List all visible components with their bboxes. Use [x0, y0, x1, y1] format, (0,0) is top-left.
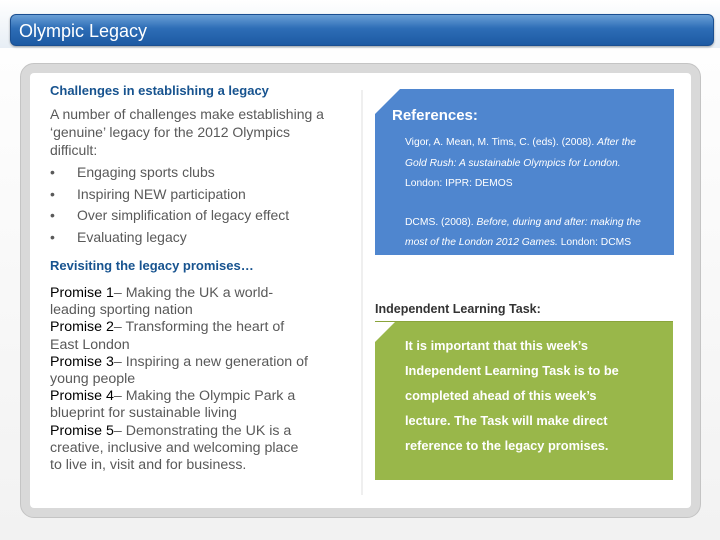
challenges-intro	[50, 105, 355, 159]
intro-line: A number of challenges make establishing a	[50, 106, 324, 122]
intro-line: ‘genuine’ legacy for the 2012 Olympics	[50, 124, 290, 140]
list-item	[50, 205, 350, 227]
promise-item	[50, 388, 355, 422]
reference-title: most of the London 2012 Games.	[405, 237, 558, 248]
reference-text: Vigor, A. Mean, M. Tims, C. (eds). (2008).	[405, 137, 598, 148]
title-banner	[10, 14, 714, 46]
reference-line: London: IPPR: DEMOS	[405, 178, 513, 189]
reference-title: After the	[597, 137, 637, 148]
promise-text: – Transforming the heart of	[113, 319, 285, 336]
bullet-marker: •	[50, 185, 55, 202]
slide-title: Olympic Legacy	[19, 21, 148, 41]
promise-text: – Demonstrating the UK is a	[113, 422, 292, 439]
promise-text: young people	[50, 371, 136, 388]
reference-text: DCMS. (2008).	[405, 217, 477, 228]
column-divider	[361, 90, 363, 495]
reference-text: London: DCMS	[557, 237, 632, 248]
challenges-list	[50, 162, 350, 249]
task-line: reference to the legacy promises.	[405, 438, 609, 453]
list-item-text: Inspiring NEW participation	[77, 185, 246, 202]
bullet-marker: •	[50, 164, 55, 180]
list-item-text: Engaging sports clubs	[77, 164, 215, 180]
promise-label: Promise 5	[50, 422, 114, 439]
reference-line	[405, 137, 636, 148]
promise-text: blueprint for sustainable living	[50, 405, 237, 422]
bullet-marker: •	[50, 229, 55, 246]
promise-text: – Making the Olympic Park a	[113, 388, 296, 405]
intro-line: difficult:	[50, 142, 98, 158]
reference-title: Gold Rush: A sustainable Olympics for London.	[405, 158, 621, 169]
promise-text: creative, inclusive and welcoming place	[50, 439, 299, 456]
list-item	[50, 162, 350, 184]
challenges-heading: Challenges in establishing a legacy	[50, 83, 269, 98]
references-heading: References:	[392, 107, 478, 124]
promise-label: Promise 2	[50, 319, 114, 336]
task-line: It is important that this week’s	[405, 338, 588, 353]
promise-text: East London	[50, 336, 130, 353]
list-item	[50, 184, 350, 206]
promise-label: Promise 3	[50, 353, 114, 370]
reference-title: Before, during and after: making the	[476, 217, 641, 228]
references-box	[375, 89, 674, 255]
task-line: lecture. The Task will make direct	[405, 413, 608, 428]
list-item	[50, 227, 350, 249]
list-item-text: Evaluating legacy	[77, 229, 187, 246]
bullet-marker: •	[50, 207, 55, 224]
reference-line	[405, 237, 631, 248]
promise-item	[50, 319, 355, 353]
promise-text: – Making the UK a world-	[113, 285, 274, 301]
list-item-text: Over simplification of legacy effect	[77, 207, 290, 224]
promise-item	[50, 354, 355, 388]
promise-label: Promise 1	[50, 285, 114, 301]
promise-item	[50, 423, 355, 475]
reference-line	[405, 217, 641, 228]
task-line: completed ahead of this week’s	[405, 388, 597, 403]
task-line: Independent Learning Task is to be	[405, 363, 619, 378]
promises-list	[50, 285, 355, 474]
promise-text: – Inspiring a new generation of	[113, 353, 308, 370]
promise-item	[50, 285, 355, 319]
task-box	[375, 322, 673, 480]
revisiting-heading: Revisiting the legacy promises…	[50, 258, 254, 273]
title-bar	[0, 0, 720, 48]
task-heading: Independent Learning Task:	[375, 302, 541, 316]
reference-line	[405, 158, 621, 169]
promise-label: Promise 4	[50, 388, 114, 405]
promise-text: leading sporting nation	[50, 302, 193, 319]
promise-text: to live in, visit and for business.	[50, 457, 247, 474]
